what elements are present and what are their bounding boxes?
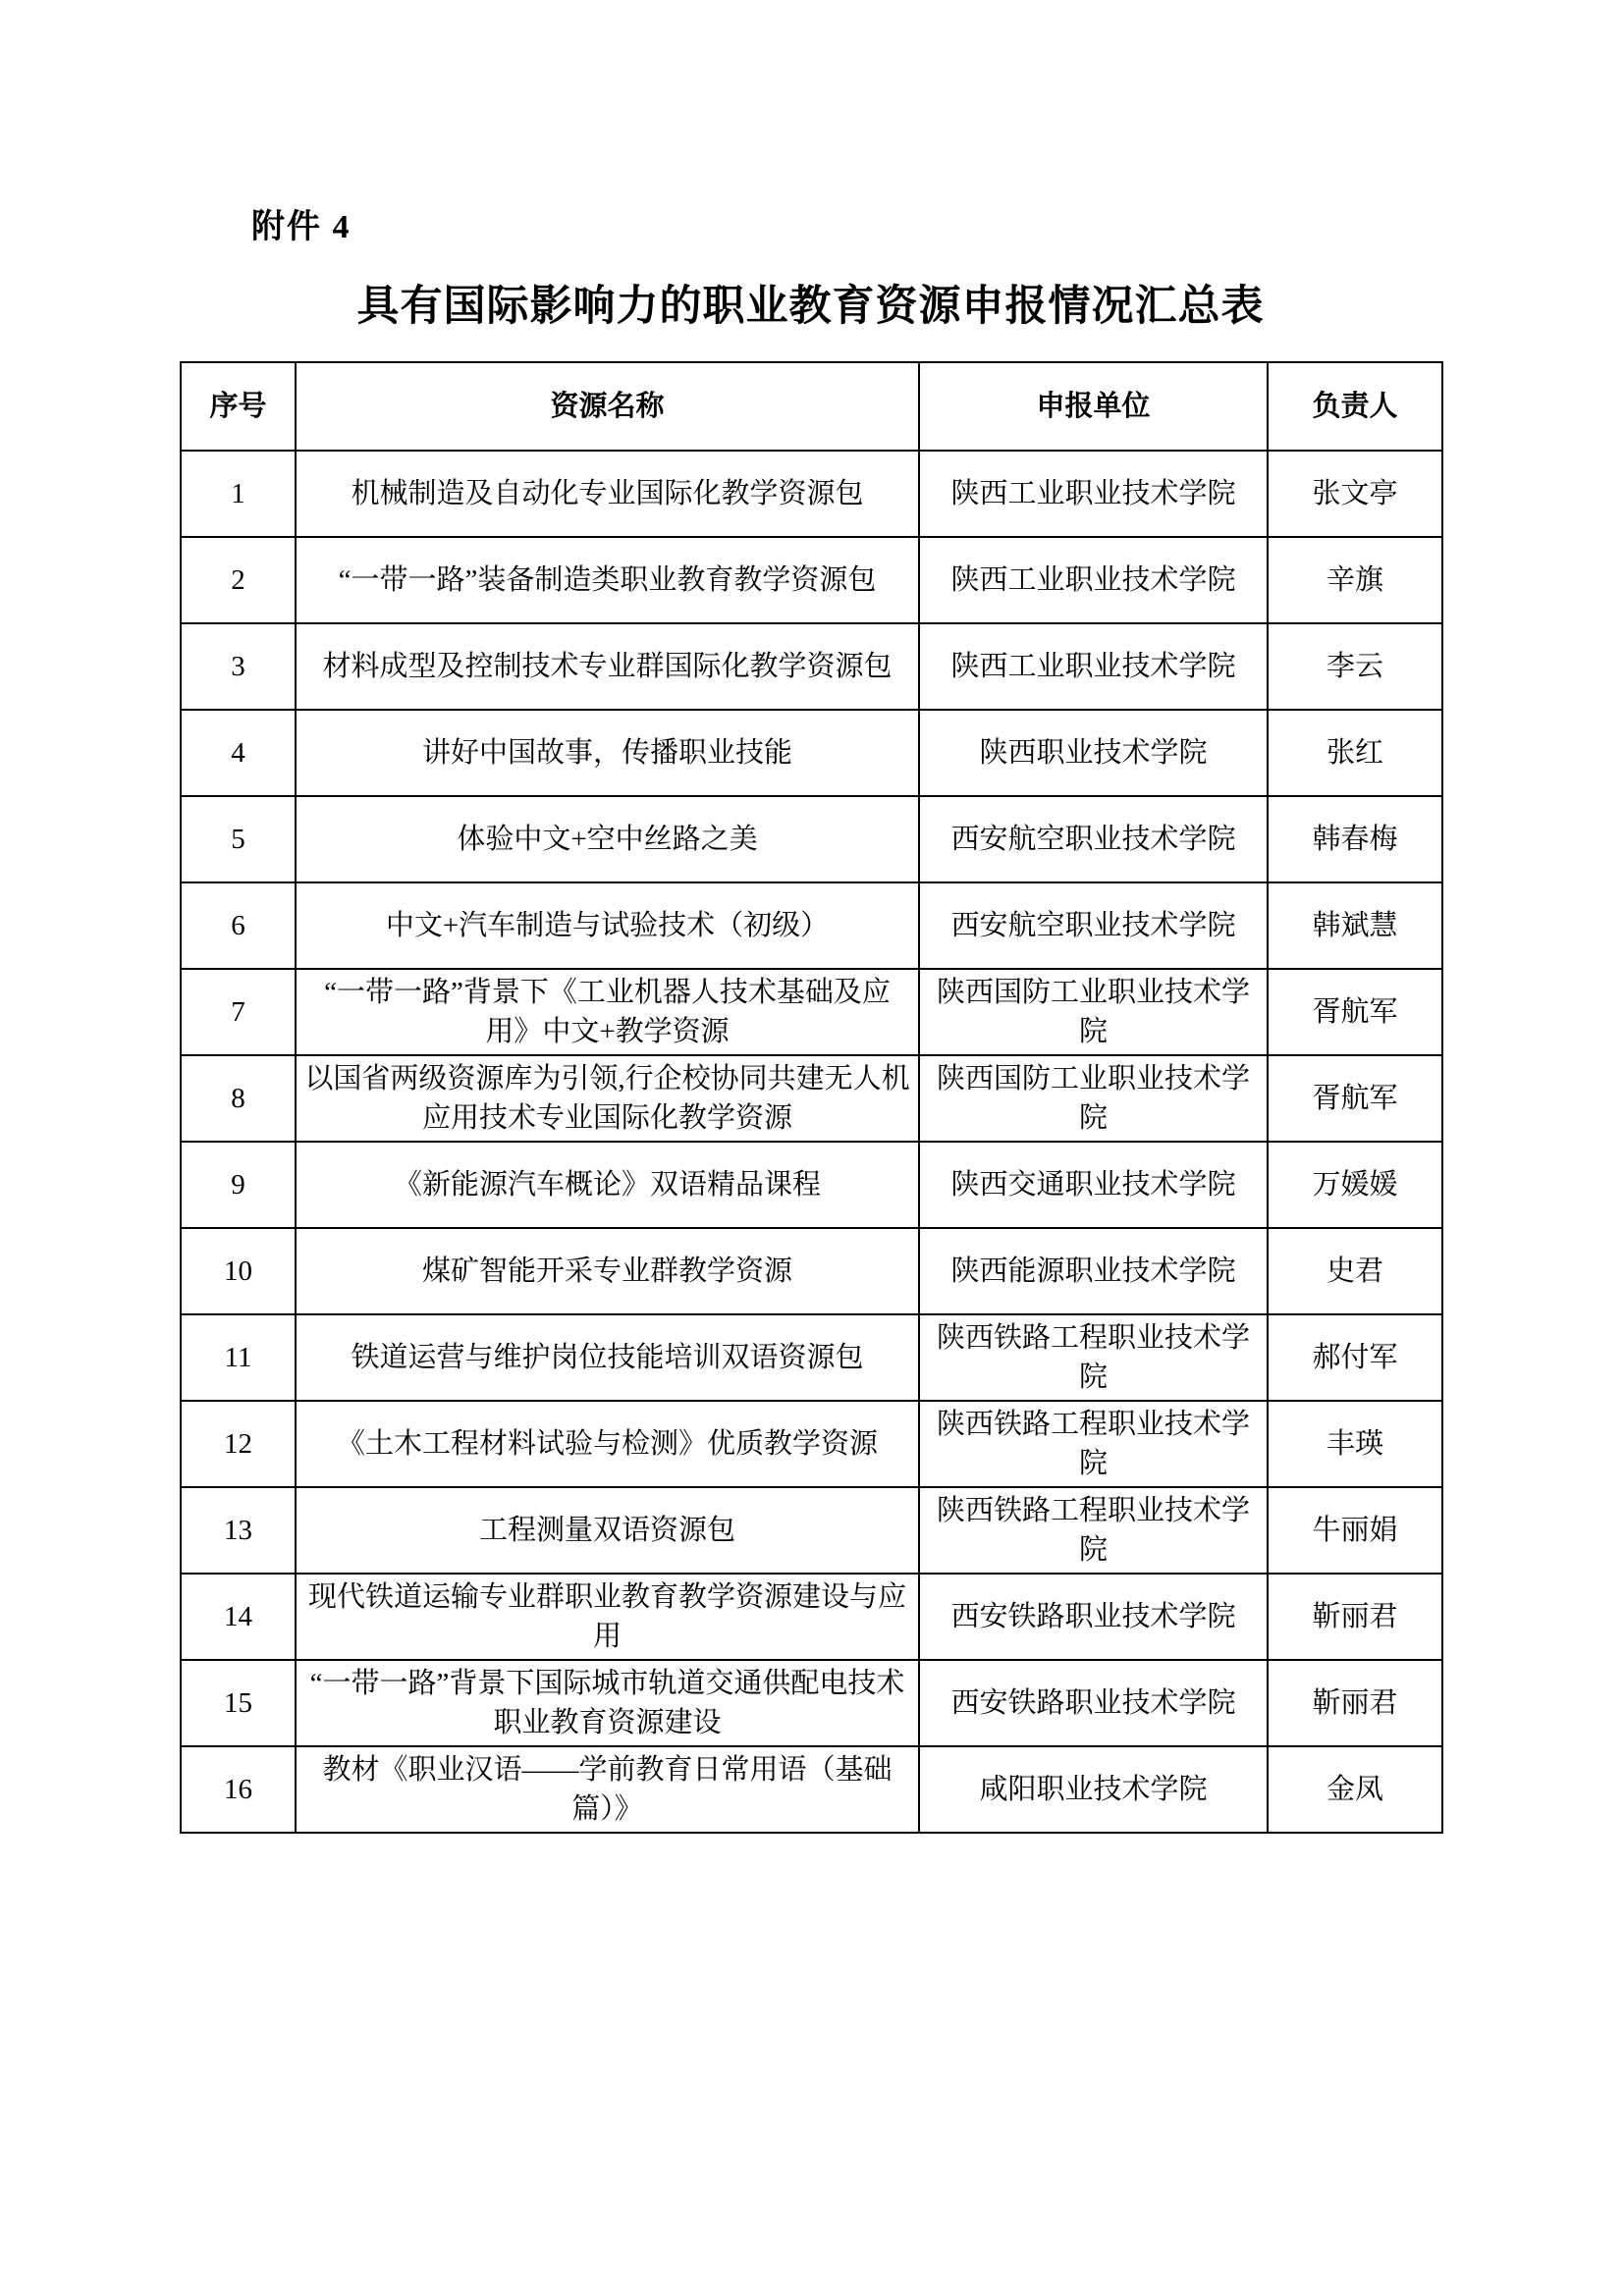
cell-unit: 陕西铁路工程职业技术学院: [919, 1487, 1268, 1574]
cell-resource: “一带一路”背景下《工业机器人技术基础及应用》中文+教学资源: [296, 969, 919, 1055]
cell-unit: 陕西铁路工程职业技术学院: [919, 1401, 1268, 1487]
cell-unit: 西安航空职业技术学院: [919, 796, 1268, 882]
cell-no: 2: [181, 537, 296, 623]
summary-table: [180, 361, 1443, 1834]
cell-resource: “一带一路”装备制造类职业教育教学资源包: [296, 537, 919, 623]
cell-resource: 《土木工程材料试验与检测》优质教学资源: [296, 1401, 919, 1487]
cell-no: 9: [181, 1142, 296, 1228]
cell-no: 14: [181, 1574, 296, 1660]
cell-resource: 煤矿智能开采专业群教学资源: [296, 1228, 919, 1314]
cell-person: 万媛媛: [1268, 1142, 1442, 1228]
cell-resource: 现代铁道运输专业群职业教育教学资源建设与应用: [296, 1574, 919, 1660]
cell-no: 15: [181, 1660, 296, 1746]
cell-unit: 陕西工业职业技术学院: [919, 623, 1268, 710]
table-row: [181, 882, 1442, 969]
cell-resource: 讲好中国故事，传播职业技能: [296, 710, 919, 796]
table-row: [181, 451, 1442, 537]
cell-unit: 西安铁路职业技术学院: [919, 1574, 1268, 1660]
header-cell-unit: 申报单位: [919, 362, 1268, 451]
cell-unit: 咸阳职业技术学院: [919, 1746, 1268, 1833]
cell-no: 4: [181, 710, 296, 796]
cell-no: 13: [181, 1487, 296, 1574]
cell-person: 张红: [1268, 710, 1442, 796]
cell-person: 牛丽娟: [1268, 1487, 1442, 1574]
cell-resource: 教材《职业汉语——学前教育日常用语（基础篇）》: [296, 1746, 919, 1833]
cell-unit: 陕西能源职业技术学院: [919, 1228, 1268, 1314]
cell-no: 11: [181, 1314, 296, 1401]
cell-no: 1: [181, 451, 296, 537]
cell-person: 胥航军: [1268, 969, 1442, 1055]
table-row: [181, 1487, 1442, 1574]
cell-no: 6: [181, 882, 296, 969]
header-cell-person: 负责人: [1268, 362, 1442, 451]
header-cell-no: 序号: [181, 362, 296, 451]
table-row: [181, 1746, 1442, 1833]
cell-resource: 铁道运营与维护岗位技能培训双语资源包: [296, 1314, 919, 1401]
cell-unit: 西安航空职业技术学院: [919, 882, 1268, 969]
table-row: [181, 623, 1442, 710]
table-row: [181, 969, 1442, 1055]
cell-person: 金凤: [1268, 1746, 1442, 1833]
table-body: [181, 451, 1442, 1833]
cell-no: 7: [181, 969, 296, 1055]
table-row: [181, 1314, 1442, 1401]
table-row: [181, 796, 1442, 882]
cell-unit: 陕西职业技术学院: [919, 710, 1268, 796]
cell-person: 胥航军: [1268, 1055, 1442, 1142]
cell-no: 5: [181, 796, 296, 882]
cell-person: 丰瑛: [1268, 1401, 1442, 1487]
cell-resource: 机械制造及自动化专业国际化教学资源包: [296, 451, 919, 537]
cell-resource: “一带一路”背景下国际城市轨道交通供配电技术职业教育资源建设: [296, 1660, 919, 1746]
cell-resource: 材料成型及控制技术专业群国际化教学资源包: [296, 623, 919, 710]
cell-no: 12: [181, 1401, 296, 1487]
cell-unit: 陕西国防工业职业技术学院: [919, 1055, 1268, 1142]
cell-person: 李云: [1268, 623, 1442, 710]
cell-no: 8: [181, 1055, 296, 1142]
cell-unit: 陕西国防工业职业技术学院: [919, 969, 1268, 1055]
header-cell-resource: 资源名称: [296, 362, 919, 451]
table-row: [181, 1401, 1442, 1487]
table-row: [181, 537, 1442, 623]
cell-person: 韩春梅: [1268, 796, 1442, 882]
cell-resource: 中文+汽车制造与试验技术（初级）: [296, 882, 919, 969]
cell-no: 3: [181, 623, 296, 710]
cell-person: 张文亭: [1268, 451, 1442, 537]
table-row: [181, 1574, 1442, 1660]
table-row: [181, 710, 1442, 796]
cell-resource: 《新能源汽车概论》双语精品课程: [296, 1142, 919, 1228]
cell-unit: 陕西交通职业技术学院: [919, 1142, 1268, 1228]
cell-person: 韩斌慧: [1268, 882, 1442, 969]
cell-resource: 以国省两级资源库为引领,行企校协同共建无人机应用技术专业国际化教学资源: [296, 1055, 919, 1142]
cell-person: 史君: [1268, 1228, 1442, 1314]
cell-unit: 陕西工业职业技术学院: [919, 451, 1268, 537]
cell-unit: 陕西铁路工程职业技术学院: [919, 1314, 1268, 1401]
doc-title: 具有国际影响力的职业教育资源申报情况汇总表: [356, 284, 1265, 330]
cell-resource: 工程测量双语资源包: [296, 1487, 919, 1574]
cell-person: 辛旗: [1268, 537, 1442, 623]
cell-person: 靳丽君: [1268, 1660, 1442, 1746]
cell-unit: 陕西工业职业技术学院: [919, 537, 1268, 623]
cell-unit: 西安铁路职业技术学院: [919, 1660, 1268, 1746]
attachment-label: 附件 4: [251, 209, 352, 245]
cell-no: 16: [181, 1746, 296, 1833]
cell-person: 靳丽君: [1268, 1574, 1442, 1660]
cell-resource: 体验中文+空中丝路之美: [296, 796, 919, 882]
cell-person: 郝付军: [1268, 1314, 1442, 1401]
cell-no: 10: [181, 1228, 296, 1314]
table-row: [181, 1055, 1442, 1142]
table-row: [181, 1660, 1442, 1746]
table-header-row: [181, 362, 1442, 451]
table-row: [181, 1228, 1442, 1314]
table-row: [181, 1142, 1442, 1228]
